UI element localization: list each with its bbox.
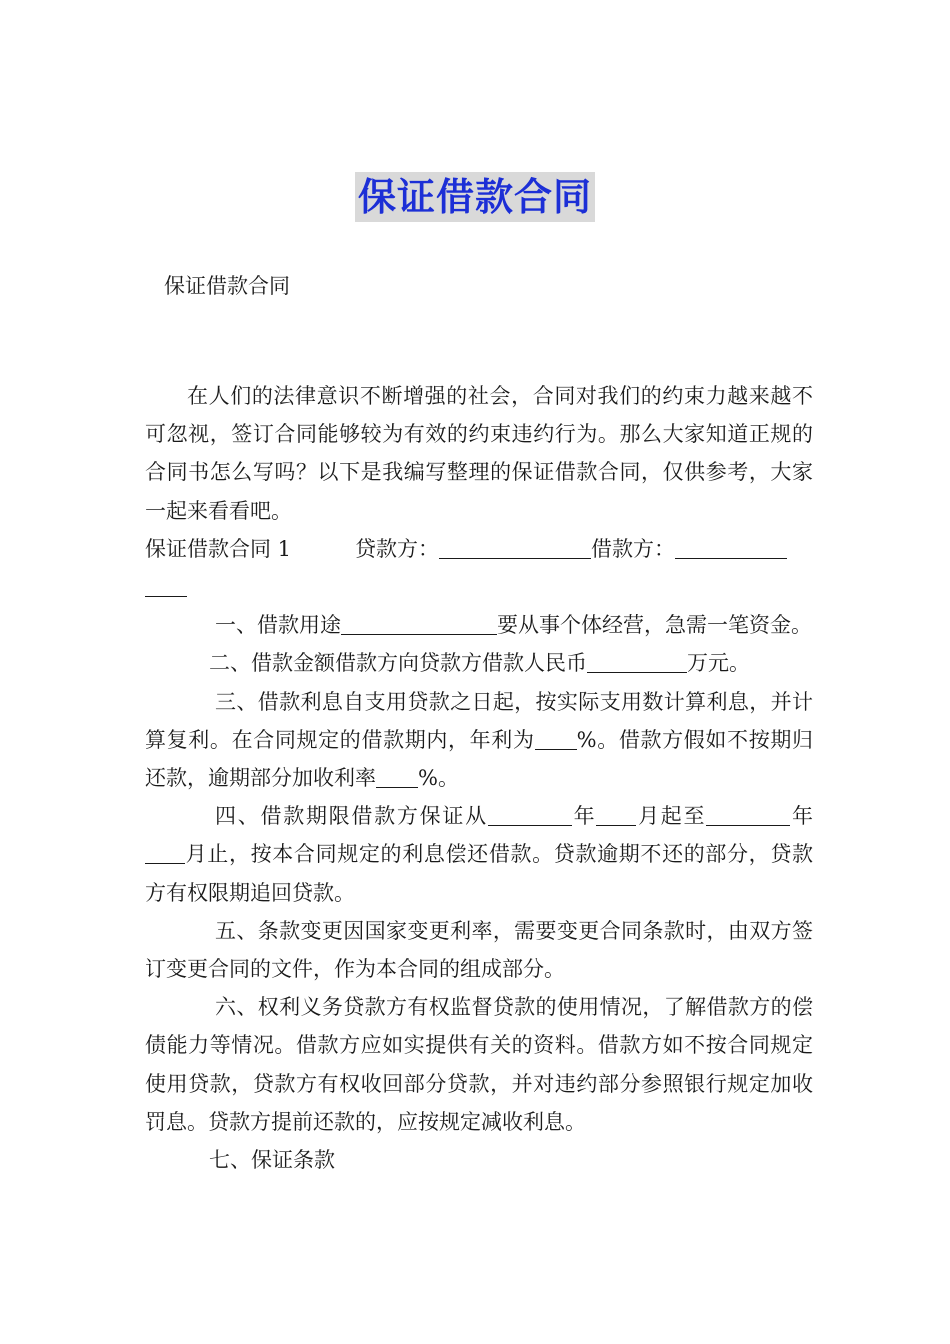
clause-3-part2: %。借款方假如不按期归还款，逾期部分加收利率 xyxy=(145,727,813,791)
clause-4-year1: 年 xyxy=(571,804,597,829)
document-body xyxy=(145,377,813,1179)
borrower-blank-continued xyxy=(145,574,187,597)
clause-3 xyxy=(145,683,813,798)
clause-6: 六、权利义务贷款方有权监督贷款的使用情况，了解借款方的偿债能力等情况。借款方应如实提供有关的资料。借款方如不按合同规定使用贷款，贷款方有权收回部分贷款，并对违约部分参照银行规定加收罚息。贷款方提前还款的，应按规定减收利息。 xyxy=(145,995,813,1134)
title-text: 保证借款合同 xyxy=(355,172,595,222)
clause-5: 五、条款变更因国家变更利率，需要变更合同条款时，由双方签订变更合同的文件，作为本合同的组成部分。 xyxy=(145,918,813,982)
intro-paragraph: 在人们的法律意识不断增强的社会，合同对我们的约束力越来越不可忽视，签订合同能够较为有效的约束违约行为。那么大家知道正规的合同书怎么写吗？以下是我编写整理的保证借款合同，仅供参考，大家一起来看看吧。 xyxy=(145,384,813,523)
clause-2-prefix: 二、借款金额借款方向贷款方借款人民币 xyxy=(209,651,587,676)
clause-3-part3: %。 xyxy=(418,766,459,791)
document-subtitle: 保证借款合同 xyxy=(164,274,290,298)
clause-1-prefix: 一、借款用途 xyxy=(215,613,341,638)
overdue-rate-blank xyxy=(376,765,418,788)
clause-1-suffix: 要从事个体经营，急需一笔资金。 xyxy=(497,613,812,638)
purpose-blank xyxy=(341,612,497,635)
clause-2 xyxy=(145,644,813,682)
contract-heading: 保证借款合同 1 xyxy=(145,536,292,561)
clause-4-part1: 四、借款期限借款方保证从 xyxy=(215,804,488,829)
amount-blank xyxy=(587,650,687,673)
borrower-blank xyxy=(675,536,787,559)
clause-7: 七、保证条款 xyxy=(209,1148,335,1173)
contract-parties-line xyxy=(145,530,813,606)
clause-3-part1: 三、借款利息自支用贷款之日起，按实际支用数计算利息，并计算复利。在合同规定的借款期内，年利为 xyxy=(145,689,813,752)
end-year-blank xyxy=(706,803,790,826)
lender-label: 贷款方： xyxy=(355,536,440,561)
clause-4-end: 月止，按本合同规定的利息偿还借款。贷款逾期不还的部分，贷款方有权限期追回贷款。 xyxy=(145,842,813,905)
end-month-blank xyxy=(145,841,185,864)
annual-rate-blank xyxy=(535,727,577,750)
lender-blank xyxy=(439,536,591,559)
start-year-blank xyxy=(488,803,572,826)
document-title xyxy=(0,172,950,222)
clause-1 xyxy=(145,606,813,644)
clause-4 xyxy=(145,797,813,912)
start-month-blank xyxy=(596,803,636,826)
clause-4-year2: 年 xyxy=(790,804,814,829)
clause-4-month1: 月起至 xyxy=(636,804,707,829)
clause-2-suffix: 万元。 xyxy=(687,651,750,676)
borrower-label: 借款方： xyxy=(591,536,676,561)
